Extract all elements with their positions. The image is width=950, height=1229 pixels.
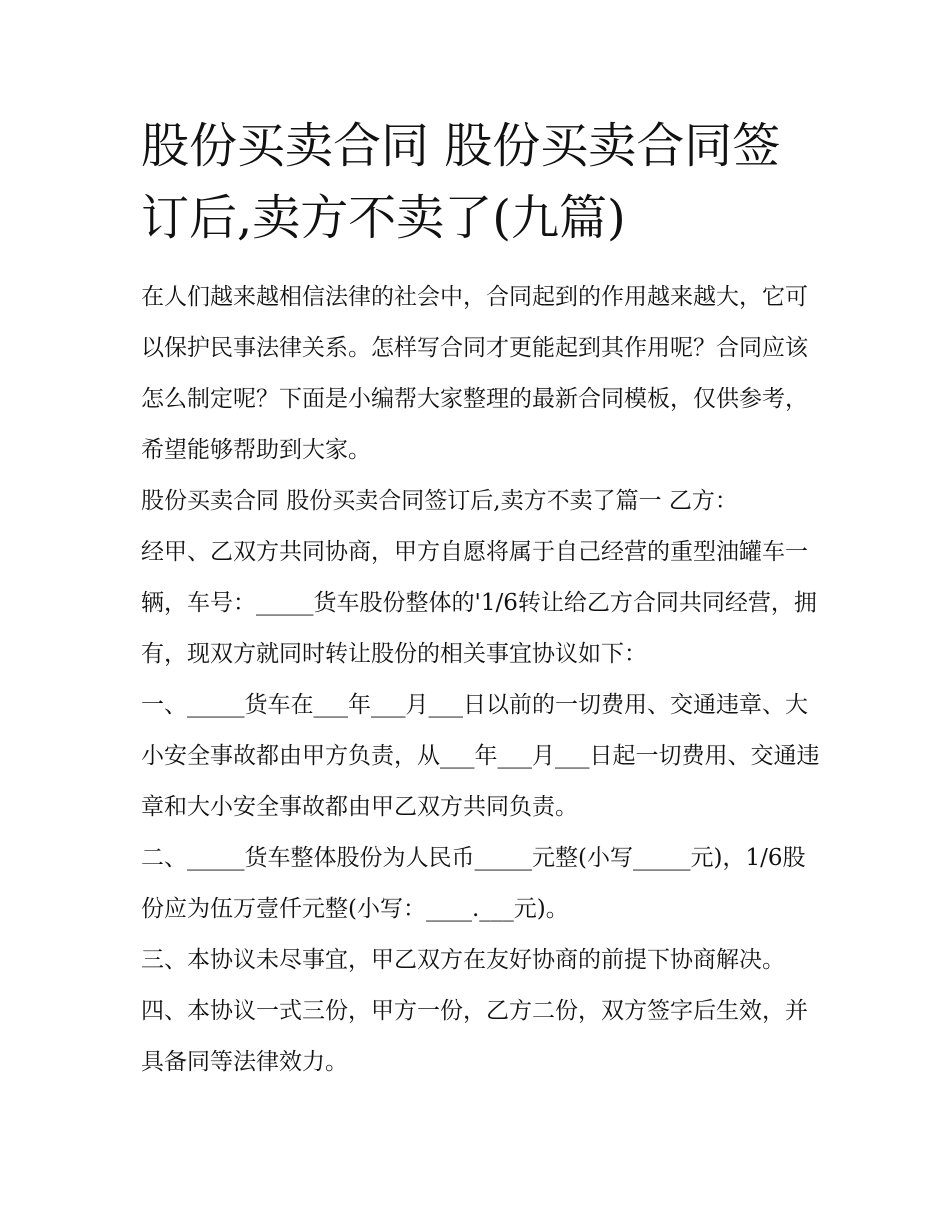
paragraph-intro: 在人们越来越相信法律的社会中，合同起到的作用越来越大，它可以保护民事法律关系。怎样写合同才更能起到其作用呢？合同应该怎么制定呢？下面是小编帮大家整理的最新合同模板，仅供参考，希望能够帮助到大家。 bbox=[141, 284, 808, 463]
paragraph-clause-3-4: 三、本协议未尽事宜，甲乙双方在友好协商的前提下协商解决。 四、本协议一式三份，甲方一份，乙方二份，双方签字后生效，并具备同等法律效力。 bbox=[141, 947, 808, 1075]
document-body bbox=[141, 272, 821, 1088]
paragraph-section-heading: 股份买卖合同 股份买卖合同签订后,卖方不卖了篇一 乙方： bbox=[141, 488, 738, 514]
paragraph-clause-2: 二、_____货车整体股份为人民币_____元整(小写_____元)，1/6股份应为伍万壹仟元整(小写：____.___元)。 bbox=[141, 845, 806, 922]
paragraph-clause-1: 一、_____货车在___年___月___日以前的一切费用、交通违章、大小安全事故都由甲方负责，从___年___月___日起一切费用、交通违章和大小安全事故都由甲乙双方共同负责。 bbox=[141, 692, 820, 820]
paragraph-agreement-preamble: 经甲、乙双方共同协商，甲方自愿将属于自己经营的重型油罐车一辆，车号：_____货车股份整体的'1/6转让给乙方合同共同经营，拥有，现双方就同时转让股份的相关事宜协议如下： bbox=[141, 539, 817, 667]
document-content bbox=[141, 110, 821, 1088]
document-title: 股份买卖合同 股份买卖合同签订后,卖方不卖了(九篇) bbox=[141, 118, 781, 246]
